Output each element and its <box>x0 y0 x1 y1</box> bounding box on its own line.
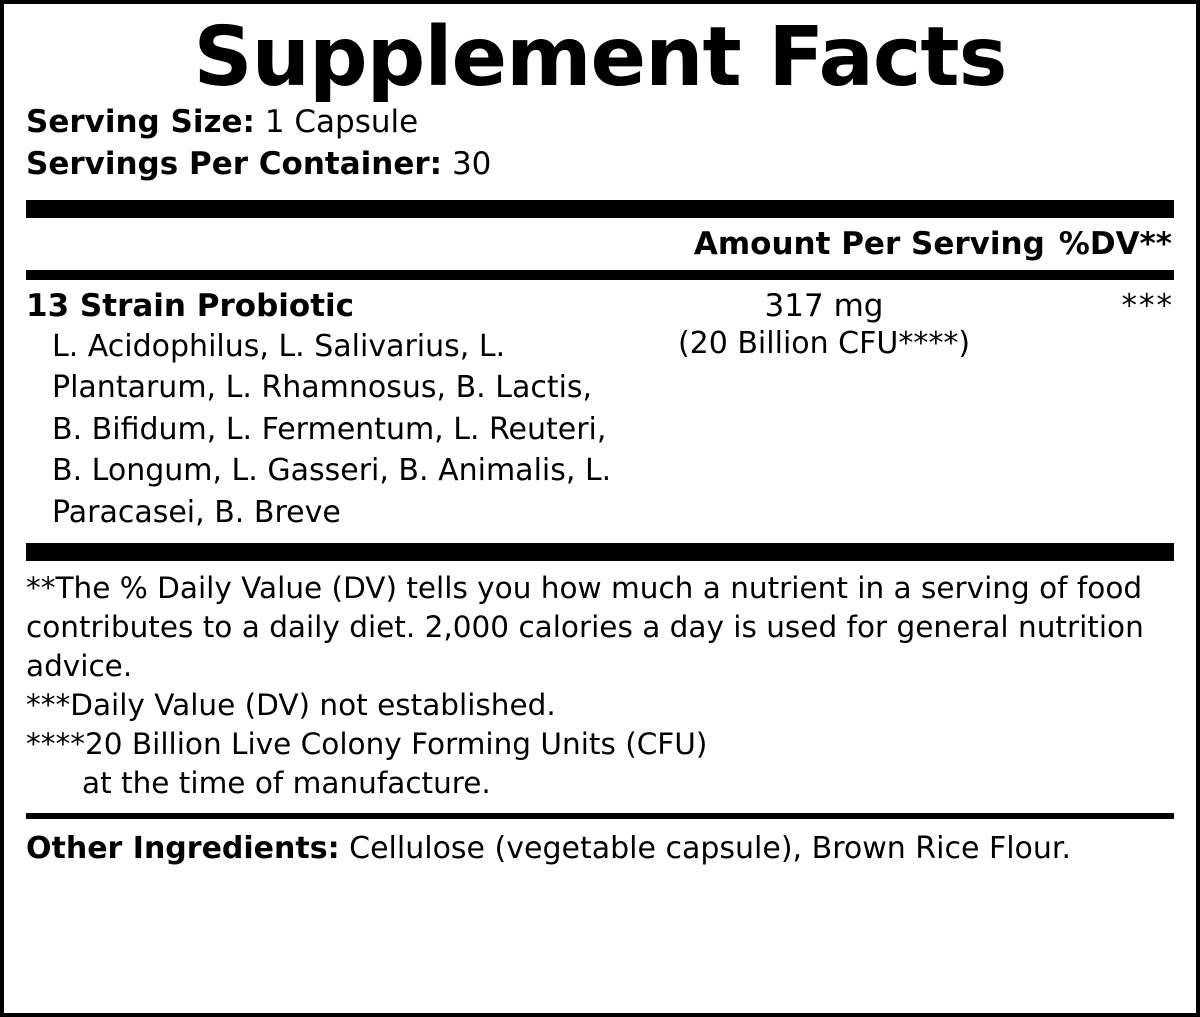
servings-per-container-row <box>26 144 1174 186</box>
nutrient-daily-value: *** <box>1121 288 1174 325</box>
strain-list: L. Acidophilus, L. Salivarius, L. Plantarum, L. Rhamnosus, B. Lactis, B. Bifidum, L. Fermentum, L. Reuteri, B. Longum, L. Gasseri, B. Animalis, L. Paracasei, B. Breve <box>52 329 612 530</box>
nutrient-amount-secondary: (20 Billion CFU****) <box>677 326 971 362</box>
nutrient-name: 13 Strain Probiotic <box>26 288 355 325</box>
divider-thick-top <box>26 200 1174 218</box>
footnotes <box>26 561 1174 813</box>
column-headers-row <box>26 218 1174 270</box>
footnote-not-established: ***Daily Value (DV) not established. <box>26 687 556 722</box>
nutrient-row-probiotic <box>26 280 1174 543</box>
servings-per-container-value: 30 <box>451 146 492 183</box>
nutrient-head <box>26 288 1174 324</box>
nutrient-amount: 317 mg <box>764 288 884 325</box>
nutrient-sub <box>26 326 1174 533</box>
other-ingredients-row <box>26 819 1174 868</box>
divider-medium <box>26 270 1174 280</box>
amount-per-serving-header: Amount Per Serving <box>693 226 1045 263</box>
footnote-cfu: ****20 Billion Live Colony Forming Units (CFU) <box>26 726 708 761</box>
other-ingredients-value: Cellulose (vegetable capsule), Brown Rice Flour. <box>349 830 1072 866</box>
other-ingredients-label: Other Ingredients: <box>26 830 340 866</box>
servings-per-container-label: Servings Per Container: <box>26 146 443 183</box>
serving-size-row <box>26 102 1174 144</box>
footnote-daily-value: **The % Daily Value (DV) tells you how much a nutrient in a serving of food contributes to a daily diet. 2,000 calories a day is used for general nutrition advice. <box>26 571 1144 683</box>
serving-size-label: Serving Size: <box>26 104 255 141</box>
daily-value-header: %DV** <box>1058 226 1172 263</box>
serving-size-value: 1 Capsule <box>264 104 419 141</box>
footnote-cfu-continued: at the time of manufacture. <box>82 765 491 800</box>
divider-thick-bottom <box>26 543 1174 561</box>
page-title: Supplement Facts <box>193 10 1007 105</box>
